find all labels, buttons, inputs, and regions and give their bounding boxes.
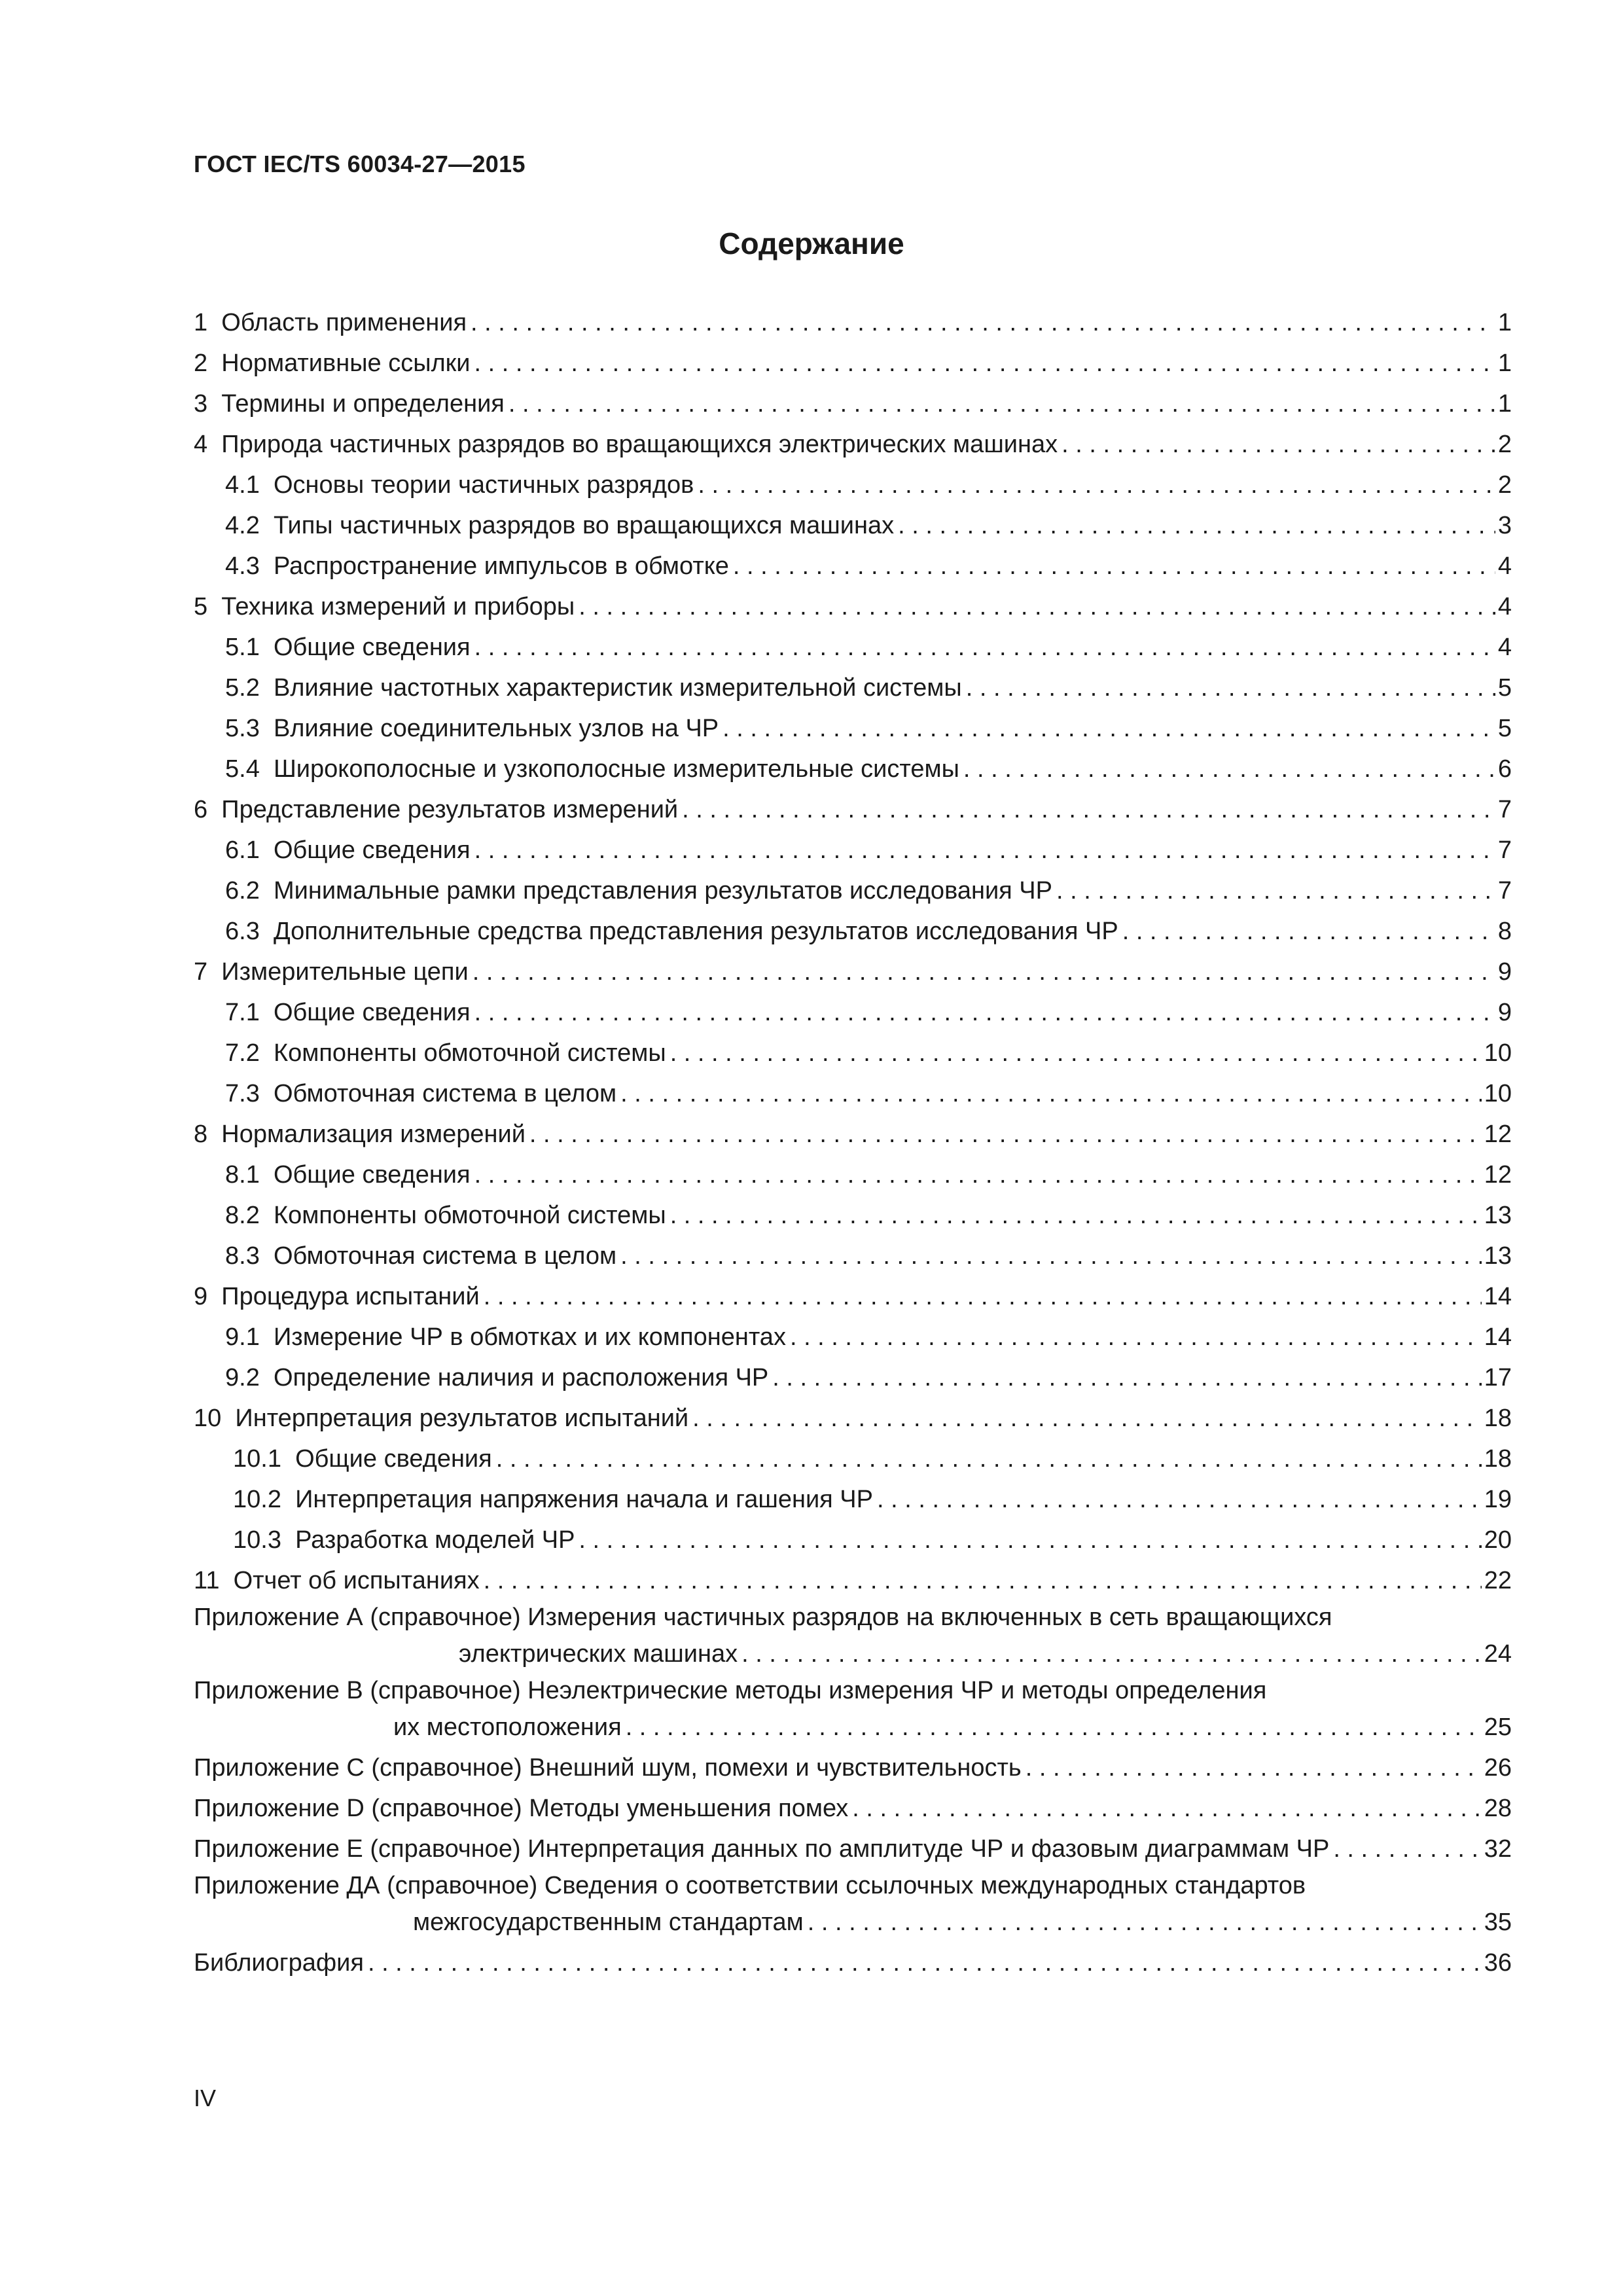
toc-leader-dots — [529, 1114, 1482, 1155]
toc-leader-dots — [963, 749, 1495, 789]
toc-entry-label: Измерение ЧР в обмотках и их компонентах — [273, 1323, 786, 1351]
toc-entry-page: 2 — [1497, 431, 1512, 458]
toc-entry[interactable] — [194, 1520, 1512, 1560]
toc-entry-label: Общие сведения — [273, 634, 471, 661]
toc-entry-label: Минимальные рамки представления результатов исследования ЧР — [273, 877, 1052, 905]
toc-entry-label: Нормализация измерений — [221, 1121, 526, 1148]
toc-entry[interactable] — [194, 1560, 1512, 1601]
toc-entry[interactable] — [194, 343, 1512, 384]
toc-entry-number: 10.2 — [233, 1486, 296, 1513]
toc-entry-label: Определение наличия и расположения ЧР — [273, 1364, 769, 1391]
toc-entry-number: 8.2 — [225, 1202, 274, 1229]
toc-entry[interactable] — [194, 627, 1512, 668]
toc-entry-page: 7 — [1497, 836, 1512, 864]
toc-leader-dots — [1333, 1829, 1481, 1869]
toc-leader-dots — [772, 1357, 1481, 1398]
toc-appendix-continuation[interactable] — [194, 1707, 1512, 1748]
toc-entry-label: Приложение С (справочное) Внешний шум, помехи и чувствительность — [194, 1754, 1022, 1782]
toc-leader-dots — [670, 1033, 1482, 1073]
toc-appendix[interactable] — [194, 1829, 1512, 1869]
toc-entry-label: Термины и определения — [221, 390, 505, 418]
toc-entry-page: 5 — [1497, 715, 1512, 742]
toc-leader-dots — [790, 1317, 1482, 1357]
toc-entry[interactable] — [194, 668, 1512, 708]
toc-entry-page: 1 — [1497, 309, 1512, 336]
page-number: IV — [194, 2085, 217, 2111]
toc-entry-label: Приложение ДА (справочное) Сведения о соответствии ссылочных международных стандартов — [194, 1872, 1306, 1899]
toc-leader-dots — [368, 1943, 1482, 1983]
toc-entry-label: Приложение D (справочное) Методы уменьшения помех — [194, 1795, 849, 1822]
toc-entry-number: 5.4 — [225, 755, 274, 783]
toc-entry-page: 24 — [1484, 1640, 1512, 1668]
table-of-contents — [194, 302, 1512, 1983]
toc-leader-dots — [626, 1707, 1482, 1748]
toc-entry-label: Компоненты обмоточной системы — [273, 1202, 666, 1229]
toc-entry-label: Интерпретация результатов испытаний — [235, 1405, 689, 1432]
toc-entry-page: 18 — [1484, 1405, 1512, 1432]
toc-entry-label: Природа частичных разрядов во вращающихся электрических машинах — [221, 431, 1058, 458]
toc-appendix-continuation[interactable] — [194, 1902, 1512, 1943]
toc-entry-page: 32 — [1484, 1835, 1512, 1863]
toc-entry-number: 8 — [194, 1121, 222, 1148]
toc-entry-page: 10 — [1484, 1039, 1512, 1067]
toc-appendix[interactable] — [194, 1788, 1512, 1829]
toc-leader-dots — [471, 302, 1495, 343]
toc-entry[interactable] — [194, 708, 1512, 749]
toc-entry-label: Влияние соединительных узлов на ЧР — [273, 715, 719, 742]
toc-entry-page: 13 — [1484, 1202, 1512, 1229]
toc-leader-dots — [508, 384, 1495, 424]
toc-leader-dots — [733, 546, 1495, 586]
toc-entry-number: 3 — [194, 390, 222, 418]
toc-appendix-continuation[interactable] — [194, 1634, 1512, 1674]
toc-entry-number: 6.1 — [225, 836, 274, 864]
toc-entry-label: Распространение импульсов в обмотке — [273, 552, 729, 580]
toc-entry-page: 12 — [1484, 1121, 1512, 1148]
toc-entry[interactable] — [194, 789, 1512, 830]
toc-entry-label: Общие сведения — [295, 1445, 492, 1473]
toc-leader-dots — [620, 1073, 1482, 1114]
toc-entry-label: Представление результатов измерений — [221, 796, 679, 823]
toc-appendix[interactable] — [194, 1748, 1512, 1788]
toc-entry-label: Широкополосные и узкополосные измерительные системы — [273, 755, 959, 783]
toc-entry-page: 10 — [1484, 1080, 1512, 1107]
toc-entry-label: Приложение В (справочное) Неэлектрические методы измерения ЧР и методы определения — [194, 1677, 1267, 1704]
toc-entry-number: 10 — [194, 1405, 236, 1432]
toc-leader-dots — [579, 1520, 1481, 1560]
toc-appendix[interactable] — [194, 1943, 1512, 1983]
toc-entry[interactable] — [194, 384, 1512, 424]
toc-entry[interactable] — [194, 1357, 1512, 1398]
toc-appendix-title[interactable] — [194, 1869, 1512, 1902]
toc-entry-label: Интерпретация напряжения начала и гашения ЧР — [295, 1486, 873, 1513]
toc-leader-dots — [473, 952, 1495, 992]
toc-entry-number: 7.3 — [225, 1080, 274, 1107]
toc-entry-label: Основы теории частичных разрядов — [273, 471, 694, 499]
toc-leader-dots — [1122, 911, 1495, 952]
toc-appendix-title[interactable] — [194, 1674, 1512, 1707]
toc-entry-page: 18 — [1484, 1445, 1512, 1473]
toc-entry-label: Приложение Е (справочное) Интерпретация данных по амплитуде ЧР и фазовым диаграммам ЧР — [194, 1835, 1330, 1863]
toc-entry-page: 9 — [1497, 958, 1512, 986]
toc-entry-page: 19 — [1484, 1486, 1512, 1513]
toc-entry-number: 7.2 — [225, 1039, 274, 1067]
toc-entry[interactable] — [194, 302, 1512, 343]
toc-entry-label: Библиография — [194, 1949, 364, 1977]
toc-leader-dots — [620, 1236, 1482, 1276]
page-title: Содержание — [719, 226, 904, 260]
toc-entry[interactable] — [194, 1317, 1512, 1357]
toc-entry-page: 14 — [1484, 1283, 1512, 1310]
toc-leader-dots — [496, 1439, 1482, 1479]
toc-entry[interactable] — [194, 952, 1512, 992]
toc-entry-page: 5 — [1497, 674, 1512, 702]
toc-entry-label: Общие сведения — [273, 836, 471, 864]
toc-leader-dots — [474, 830, 1495, 870]
toc-entry-label: Отчет об испытаниях — [233, 1567, 480, 1594]
toc-entry-page: 2 — [1497, 471, 1512, 499]
toc-leader-dots — [474, 343, 1495, 384]
toc-entry[interactable] — [194, 1439, 1512, 1479]
toc-leader-dots — [474, 992, 1495, 1033]
toc-entry-label: Общие сведения — [273, 1161, 471, 1189]
toc-entry[interactable] — [194, 505, 1512, 546]
toc-entry-page: 9 — [1497, 999, 1512, 1026]
toc-entry-number: 4 — [194, 431, 222, 458]
toc-entry[interactable] — [194, 870, 1512, 911]
toc-entry-page: 1 — [1497, 350, 1512, 377]
toc-leader-dots — [808, 1902, 1482, 1943]
toc-entry-number: 4.1 — [225, 471, 274, 499]
toc-entry-page: 4 — [1497, 593, 1512, 620]
toc-entry-number: 8.3 — [225, 1242, 274, 1270]
toc-leader-dots — [898, 505, 1495, 546]
toc-leader-dots — [1026, 1748, 1482, 1788]
toc-entry[interactable] — [194, 465, 1512, 505]
toc-leader-dots — [579, 586, 1495, 627]
toc-entry-number: 10.1 — [233, 1445, 296, 1473]
toc-entry-page: 4 — [1497, 552, 1512, 580]
toc-entry-page: 1 — [1497, 390, 1512, 418]
toc-entry-number: 5.3 — [225, 715, 274, 742]
toc-entry[interactable] — [194, 1155, 1512, 1195]
toc-entry-number: 6.2 — [225, 877, 274, 905]
toc-entry-number: 5.1 — [225, 634, 274, 661]
toc-entry[interactable] — [194, 1195, 1512, 1236]
toc-entry-page: 4 — [1497, 634, 1512, 661]
toc-leader-dots — [698, 465, 1495, 505]
toc-entry-label: Измерительные цепи — [221, 958, 469, 986]
toc-entry-page: 22 — [1484, 1567, 1512, 1594]
toc-entry-number: 9.2 — [225, 1364, 274, 1391]
toc-entry-label: Приложение А (справочное) Измерения частичных разрядов на включенных в сеть вращающихся — [194, 1604, 1332, 1631]
toc-leader-dots — [692, 1398, 1482, 1439]
toc-entry-label: Обмоточная система в целом — [273, 1080, 617, 1107]
toc-entry[interactable] — [194, 992, 1512, 1033]
toc-entry[interactable] — [194, 1479, 1512, 1520]
toc-entry[interactable] — [194, 911, 1512, 952]
toc-entry-page: 6 — [1497, 755, 1512, 783]
toc-entry[interactable] — [194, 1398, 1512, 1439]
toc-entry-label: Дополнительные средства представления результатов исследования ЧР — [273, 918, 1118, 945]
toc-entry[interactable] — [194, 424, 1512, 465]
toc-entry[interactable] — [194, 1276, 1512, 1317]
toc-entry-page: 25 — [1484, 1713, 1512, 1741]
toc-entry[interactable] — [194, 749, 1512, 789]
toc-leader-dots — [722, 708, 1495, 749]
toc-entry-number: 1 — [194, 309, 222, 336]
toc-entry-page: 17 — [1484, 1364, 1512, 1391]
toc-entry-number: 6.3 — [225, 918, 274, 945]
toc-appendix-title[interactable] — [194, 1601, 1512, 1634]
toc-entry-page: 7 — [1497, 877, 1512, 905]
toc-entry-number: 9.1 — [225, 1323, 274, 1351]
toc-leader-dots — [1056, 870, 1495, 911]
toc-entry-number: 5 — [194, 593, 222, 620]
toc-leader-dots — [670, 1195, 1482, 1236]
toc-entry-label: Область применения — [221, 309, 467, 336]
toc-leader-dots — [877, 1479, 1482, 1520]
toc-entry-page: 35 — [1484, 1909, 1512, 1936]
toc-entry-number: 10.3 — [233, 1526, 296, 1554]
toc-entry-page: 20 — [1484, 1526, 1512, 1554]
toc-leader-dots — [474, 1155, 1482, 1195]
toc-entry-label: Общие сведения — [273, 999, 471, 1026]
toc-entry-label: Техника измерений и приборы — [221, 593, 575, 620]
toc-entry-number: 9 — [194, 1283, 222, 1310]
toc-entry-page: 14 — [1484, 1323, 1512, 1351]
toc-entry-page: 36 — [1484, 1949, 1512, 1977]
toc-leader-dots — [484, 1560, 1482, 1601]
toc-leader-dots — [474, 627, 1495, 668]
toc-entry-number: 5.2 — [225, 674, 274, 702]
toc-entry[interactable] — [194, 1236, 1512, 1276]
toc-entry-number: 4.2 — [225, 512, 274, 539]
toc-leader-dots — [484, 1276, 1482, 1317]
toc-entry-number: 7.1 — [225, 999, 274, 1026]
toc-entry-label: Обмоточная система в целом — [273, 1242, 617, 1270]
toc-entry-number: 2 — [194, 350, 222, 377]
toc-entry-label: Нормативные ссылки — [221, 350, 471, 377]
toc-entry-page: 26 — [1484, 1754, 1512, 1782]
toc-entry-label: Типы частичных разрядов во вращающихся машинах — [273, 512, 895, 539]
toc-entry-label: их местоположения — [393, 1713, 622, 1741]
toc-entry-number: 11 — [194, 1567, 234, 1594]
toc-entry-label: электрических машинах — [459, 1640, 738, 1668]
toc-leader-dots — [741, 1634, 1482, 1674]
toc-entry[interactable] — [194, 586, 1512, 627]
toc-leader-dots — [852, 1788, 1481, 1829]
toc-entry-page: 28 — [1484, 1795, 1512, 1822]
toc-entry-number: 6 — [194, 796, 222, 823]
toc-entry-label: Процедура испытаний — [221, 1283, 480, 1310]
toc-leader-dots — [682, 789, 1495, 830]
toc-entry-page: 3 — [1497, 512, 1512, 539]
toc-entry-number: 8.1 — [225, 1161, 274, 1189]
toc-entry[interactable] — [194, 1033, 1512, 1073]
toc-entry[interactable] — [194, 1073, 1512, 1114]
toc-entry-number: 7 — [194, 958, 222, 986]
toc-entry[interactable] — [194, 1114, 1512, 1155]
toc-entry-page: 7 — [1497, 796, 1512, 823]
toc-entry-number: 4.3 — [225, 552, 274, 580]
toc-entry-label: Компоненты обмоточной системы — [273, 1039, 666, 1067]
toc-entry-page: 12 — [1484, 1161, 1512, 1189]
toc-entry[interactable] — [194, 546, 1512, 586]
document-code: ГОСТ IEC/TS 60034-27—2015 — [194, 151, 526, 177]
toc-entry-page: 13 — [1484, 1242, 1512, 1270]
toc-entry-label: Влияние частотных характеристик измерительной системы — [273, 674, 962, 702]
toc-leader-dots — [1061, 424, 1495, 465]
toc-entry-page: 8 — [1497, 918, 1512, 945]
toc-leader-dots — [966, 668, 1495, 708]
toc-entry[interactable] — [194, 830, 1512, 870]
toc-entry-label: межгосударственным стандартам — [413, 1909, 804, 1936]
toc-entry-label: Разработка моделей ЧР — [295, 1526, 575, 1554]
